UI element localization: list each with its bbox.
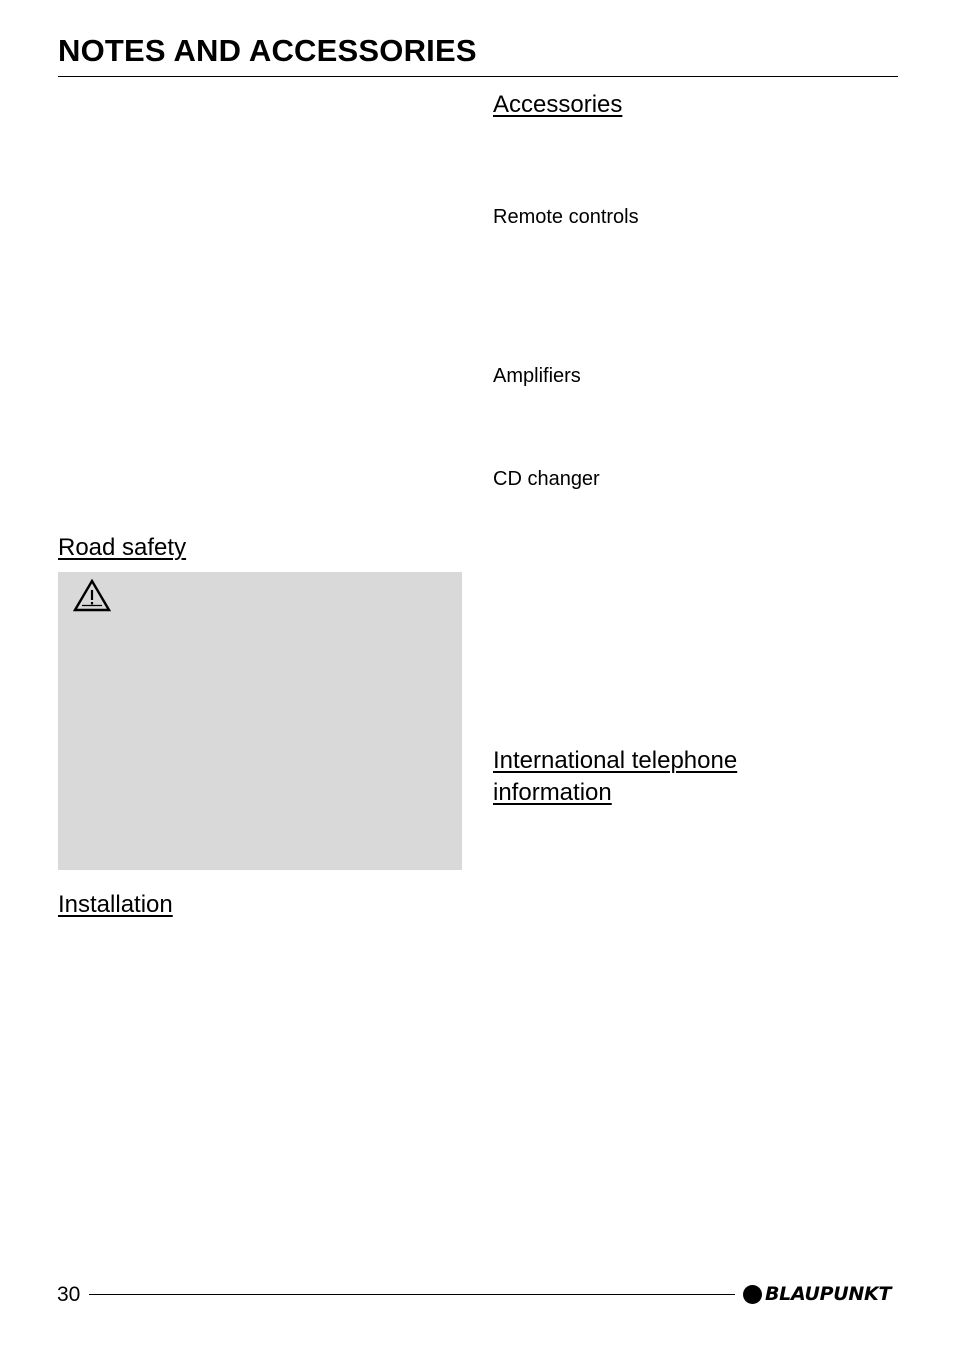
road-safety-heading: Road safety xyxy=(58,534,187,561)
accessories-heading: Accessories xyxy=(493,91,623,118)
warning-triangle-icon xyxy=(73,579,111,613)
international-telephone-heading: International telephone xyxy=(493,747,738,774)
page-number: 30 xyxy=(57,1283,81,1306)
international-telephone-heading-line2: information xyxy=(493,779,612,806)
brand-dot-icon xyxy=(743,1285,762,1304)
title-divider xyxy=(58,76,898,77)
page-title: NOTES AND ACCESSORIES xyxy=(58,33,477,68)
amplifiers-subheading: Amplifiers xyxy=(493,365,581,387)
footer-divider xyxy=(89,1294,735,1295)
cd-changer-subheading: CD changer xyxy=(493,468,600,490)
brand-name: BLAUPUNKT xyxy=(765,1283,892,1305)
road-safety-warning-box xyxy=(58,572,462,870)
remote-controls-subheading: Remote controls xyxy=(493,206,639,228)
installation-heading: Installation xyxy=(58,891,173,918)
brand-logo xyxy=(743,1282,891,1306)
